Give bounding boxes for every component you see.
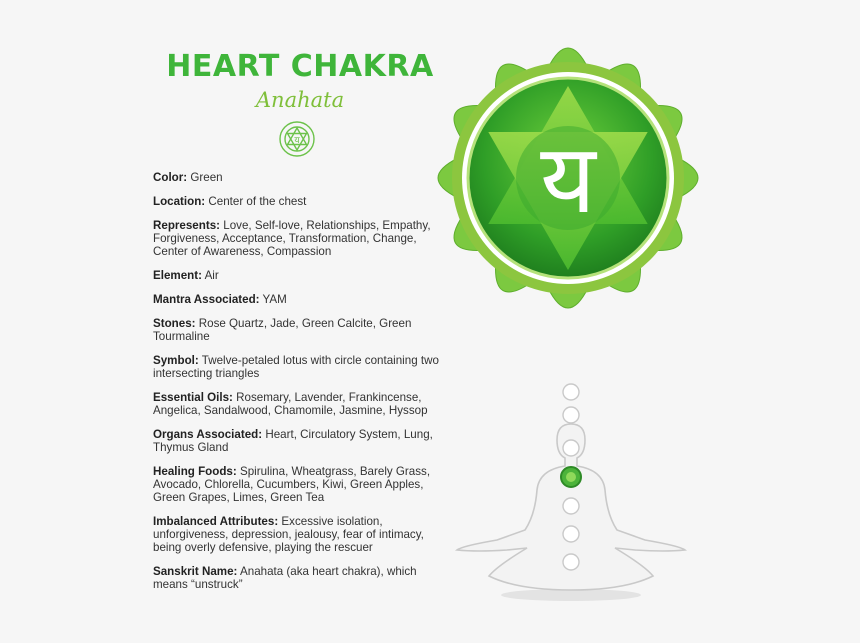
mini-chakra-icon	[277, 119, 317, 159]
attr-represents: Represents: Love, Self-love, Relationships, Empathy, Forgiveness, Acceptance, Transformation, Change, Center of Awareness, Compassion	[153, 219, 431, 258]
attr-healing-foods: Healing Foods: Spirulina, Wheatgrass, Barely Grass, Avocado, Chlorella, Cucumbers, Kiwi, Green Apples, Green Grapes, Limes, Green Tea	[153, 465, 431, 504]
meditating-figure-icon	[455, 380, 687, 605]
attr-location: Location: Center of the chest	[153, 195, 307, 208]
attr-mantra: Mantra Associated: YAM	[153, 293, 287, 306]
sanskrit-glyph: य	[540, 123, 596, 235]
svg-text:य: य	[294, 136, 300, 146]
page-subtitle: Anahata	[255, 88, 345, 112]
attr-sanskrit-name: Sanskrit Name: Anahata (aka heart chakra), which means “unstruck”	[153, 565, 417, 591]
attribute-list	[153, 171, 443, 602]
attr-imbalanced: Imbalanced Attributes: Excessive isolation, unforgiveness, depression, jealousy, fear of intimacy, being overly defensive, playing the rescuer	[153, 515, 424, 554]
header	[150, 48, 450, 112]
attr-color: Color: Green	[153, 171, 223, 184]
attr-essential-oils: Essential Oils: Rosemary, Lavender, Frankincense, Angelica, Sandalwood, Chamomile, Jasmine, Hyssop	[153, 391, 428, 417]
heart-chakra-lotus-icon	[430, 40, 706, 316]
attr-organs: Organs Associated: Heart, Circulatory System, Lung, Thymus Gland	[153, 428, 433, 454]
attr-stones: Stones: Rose Quartz, Jade, Green Calcite, Green Tourmaline	[153, 317, 412, 343]
page-title: HEART CHAKRA	[166, 49, 434, 84]
attr-element: Element: Air	[153, 269, 219, 282]
attr-symbol: Symbol: Twelve-petaled lotus with circle containing two intersecting triangles	[153, 354, 439, 380]
